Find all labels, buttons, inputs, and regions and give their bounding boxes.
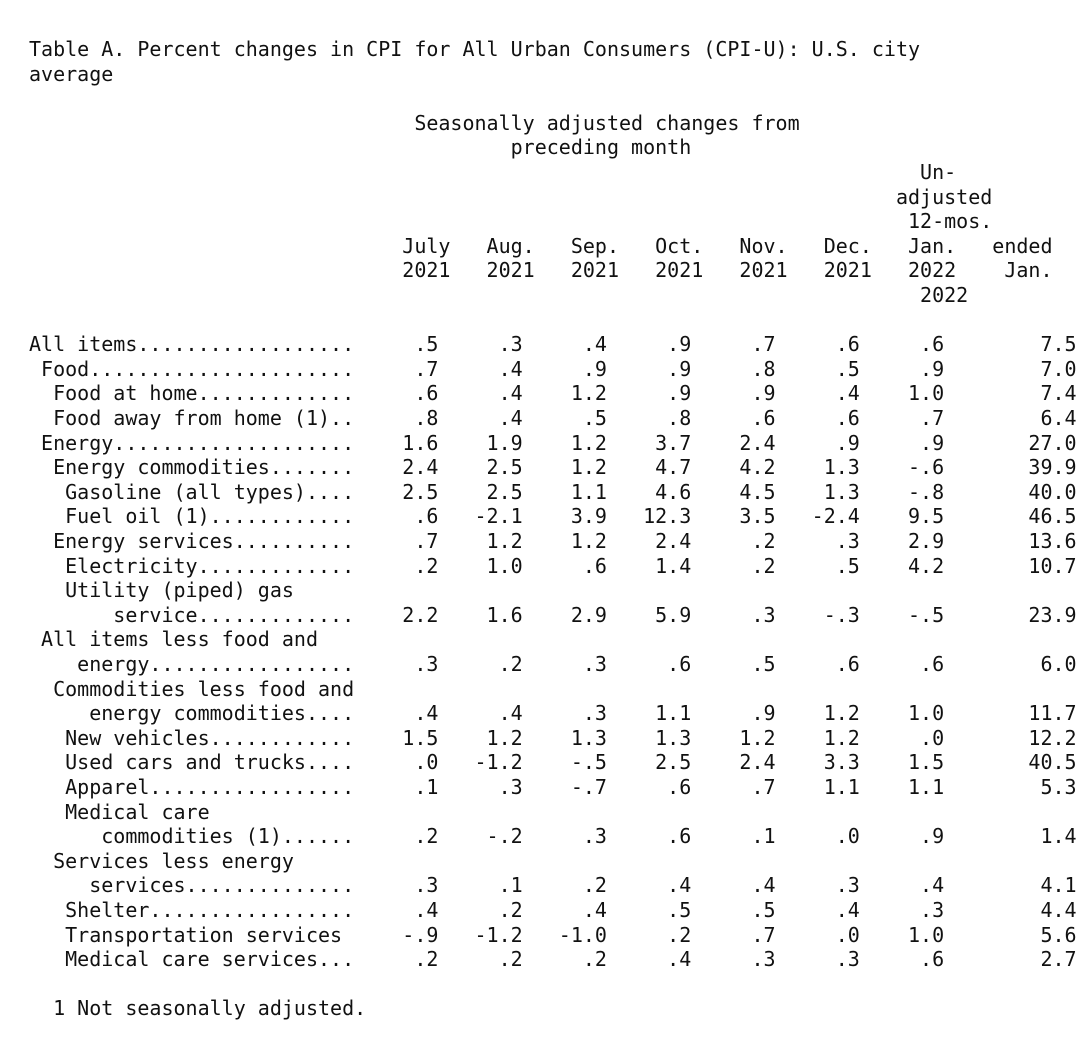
table-line: commodities (1)...... .2 -.2 .3 .6 .1 .0 .9 1.4 — [29, 824, 1077, 849]
table-line: All items.................. .5 .3 .4 .9 .7 .6 .6 7.5 — [29, 332, 1077, 357]
table-line: Seasonally adjusted changes from — [29, 110, 800, 135]
table-line: Un- — [29, 160, 957, 184]
table-line: Energy.................... 1.6 1.9 1.2 3.7 2.4 .9 .9 27.0 — [29, 430, 1077, 455]
table-line: Fuel oil (1)............ .6 -2.1 3.9 12.3 3.5 -2.4 9.5 46.5 — [29, 504, 1077, 529]
table-line: Food away from home (1).. .8 .4 .5 .8 .6 .6 .7 6.4 — [29, 406, 1077, 430]
table-line: energy................. .3 .2 .3 .6 .5 .6 .6 6.0 — [29, 652, 1077, 676]
table-line: 2021 2021 2021 2021 2021 2021 2022 Jan. — [29, 258, 1053, 283]
table-line: Apparel................. .1 .3 -.7 .6 .7 1.1 1.1 5.3 — [29, 775, 1077, 799]
table-line: 2022 — [29, 283, 969, 307]
table-line: Medical care services... .2 .2 .2 .4 .3 .3 .6 2.7 — [29, 947, 1077, 972]
table-line: Electricity............. .2 1.0 .6 1.4 .2 .5 4.2 10.7 — [29, 553, 1077, 578]
table-line: service............. 2.2 1.6 2.9 5.9 .3 -.3 -.5 23.9 — [29, 602, 1077, 627]
table-line: All items less food and — [29, 627, 318, 652]
table-line: Used cars and trucks.... .0 -1.2 -.5 2.5 2.4 3.3 1.5 40.5 — [29, 750, 1077, 775]
table-line: Energy services.......... .7 1.2 1.2 2.4 .2 .3 2.9 13.6 — [29, 529, 1077, 553]
table-line: Gasoline (all types).... 2.5 2.5 1.1 4.6 4.5 1.3 -.8 40.0 — [29, 479, 1077, 504]
table-line: Medical care — [29, 799, 210, 824]
table-line: adjusted — [29, 184, 993, 209]
table-line: 12-mos. — [29, 209, 993, 234]
table-line: July Aug. Sep. Oct. Nov. Dec. Jan. ended — [29, 233, 1053, 258]
table-line: average — [29, 61, 114, 86]
table-line: Services less energy — [29, 848, 294, 873]
table-title: Table A. Percent changes in CPI for All Urban Consumers (CPI-U): U.S. city — [29, 37, 921, 61]
table-line: Transportation services -.9 -1.2 -1.0 .2 .7 .0 1.0 5.6 — [29, 922, 1077, 947]
table-line: preceding month — [29, 135, 692, 160]
table-line: Food...................... .7 .4 .9 .9 .8 .5 .9 7.0 — [29, 356, 1077, 381]
table-line: Utility (piped) gas — [29, 578, 294, 603]
table-line: services.............. .3 .1 .2 .4 .4 .3 .4 4.1 — [29, 873, 1077, 898]
table-line: Shelter................. .4 .2 .4 .5 .5 .4 .3 4.4 — [29, 898, 1077, 922]
table-line: energy commodities.... .4 .4 .3 1.1 .9 1.2 1.0 11.7 — [29, 701, 1077, 726]
footnote: 1 Not seasonally adjusted. — [29, 996, 367, 1021]
table-line: Energy commodities....... 2.4 2.5 1.2 4.7 4.2 1.3 -.6 39.9 — [29, 455, 1077, 480]
table-line: New vehicles............ 1.5 1.2 1.3 1.3 1.2 1.2 .0 12.2 — [29, 725, 1077, 750]
table-line: Commodities less food and — [29, 676, 355, 701]
table-line: Food at home............. .6 .4 1.2 .9 .9 .4 1.0 7.4 — [29, 381, 1077, 406]
